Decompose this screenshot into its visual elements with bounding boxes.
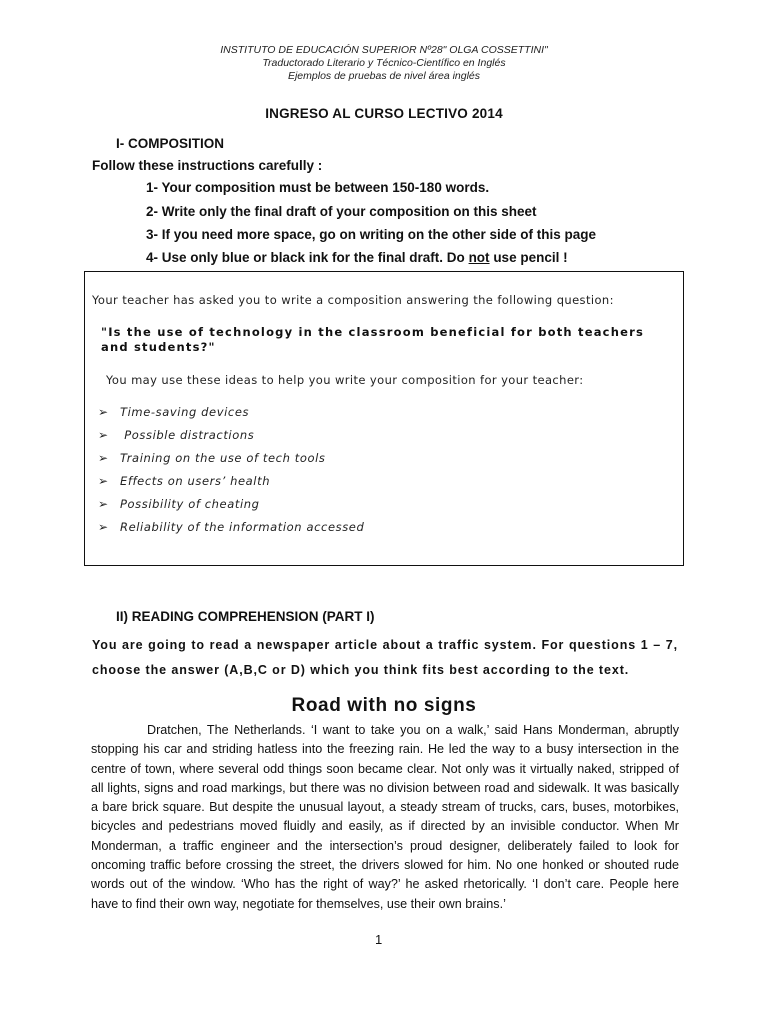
reading-heading: II) READING COMPREHENSION (PART I) xyxy=(116,609,375,624)
idea-text: Possible distractions xyxy=(120,428,255,442)
instruction-item: 1- Your composition must be between 150-180 words. xyxy=(146,180,490,195)
instruction-item: 2- Write only the final draft of your composition on this sheet xyxy=(146,204,537,219)
header-subtitle: Ejemplos de pruebas de nivel área inglés xyxy=(287,70,481,82)
page-number: 1 xyxy=(375,932,383,947)
arrow-bullet-icon: ➢ xyxy=(98,451,109,465)
article-body: Dratchen, The Netherlands. ‘I want to take you on a walk,’ said Hans Monderman, abruptly stopping his car and striding hatless into the freezing rain. He led the way to a busy intersection in the centre of town, where several odd things soon became clear. Not only was it virtually naked, stripped of all lights, signs and road markings, but there was no division between road and sidewalk. It was basically a bare brick square. But despite the unusual layout, a steady stream of trucks, cars, buses, motorbikes, bicycles and pedestrians moved fluidly and easily, as if directed by an invisible conductor. When Mr Monderman, a traffic engineer and the intersection’s proud designer, deliberately failed to look for oncoming traffic before crossing the street, the drivers slowed for him. No one honked or shouted rude words out of the window. ‘Who has the right of way?’ he asked rhetorically. ‘I don’t care. People here have to find their own way, negotiate for themselves, use their own brains.’ xyxy=(91,723,679,911)
header-program: Traductorado Literario y Técnico-Científico en Inglés xyxy=(262,57,506,69)
reading-instructions: You are going to read a newspaper article about a traffic system. For questions 1 – 7, choose the answer (A,B,C or D) which you think fits best according to the text. xyxy=(92,638,678,677)
arrow-bullet-icon: ➢ xyxy=(98,497,109,511)
idea-text: Time-saving devices xyxy=(120,405,250,419)
arrow-bullet-icon: ➢ xyxy=(98,474,109,488)
idea-item xyxy=(98,497,364,520)
underlined-word: not xyxy=(468,250,490,265)
instruction-text: 4- Use only blue or black ink for the final draft. Do xyxy=(146,250,469,265)
idea-item xyxy=(98,520,364,543)
idea-text: Training on the use of tech tools xyxy=(120,451,326,465)
document-title: INGRESO AL CURSO LECTIVO 2014 xyxy=(265,106,503,121)
instruction-text: use pencil ! xyxy=(489,250,568,265)
idea-item xyxy=(98,428,364,451)
idea-text: Possibility of cheating xyxy=(120,497,260,511)
idea-text: Effects on users’ health xyxy=(120,474,271,488)
header-institution: INSTITUTO DE EDUCACIÓN SUPERIOR Nº28" OLGA COSSETTINI" xyxy=(220,44,548,56)
ideas-intro: You may use these ideas to help you write your composition for your teacher: xyxy=(106,373,584,387)
idea-item xyxy=(98,451,364,474)
task-intro: Your teacher has asked you to write a composition answering the following question: xyxy=(92,293,614,307)
composition-task-box xyxy=(84,271,684,566)
idea-text: Reliability of the information accessed xyxy=(120,520,365,534)
arrow-bullet-icon: ➢ xyxy=(98,428,109,442)
article-title: Road with no signs xyxy=(291,695,477,716)
arrow-bullet-icon: ➢ xyxy=(98,520,109,534)
instructions-intro: Follow these instructions carefully : xyxy=(92,158,323,173)
composition-question: "Is the use of technology in the classroom beneficial for both teachers and students?" xyxy=(101,325,645,354)
instruction-item xyxy=(146,250,568,265)
idea-item xyxy=(98,474,364,497)
ideas-list xyxy=(98,405,364,543)
instruction-item: 3- If you need more space, go on writing on the other side of this page xyxy=(146,227,597,242)
idea-item xyxy=(98,405,364,428)
arrow-bullet-icon: ➢ xyxy=(98,405,109,419)
composition-heading: I- COMPOSITION xyxy=(116,136,224,151)
